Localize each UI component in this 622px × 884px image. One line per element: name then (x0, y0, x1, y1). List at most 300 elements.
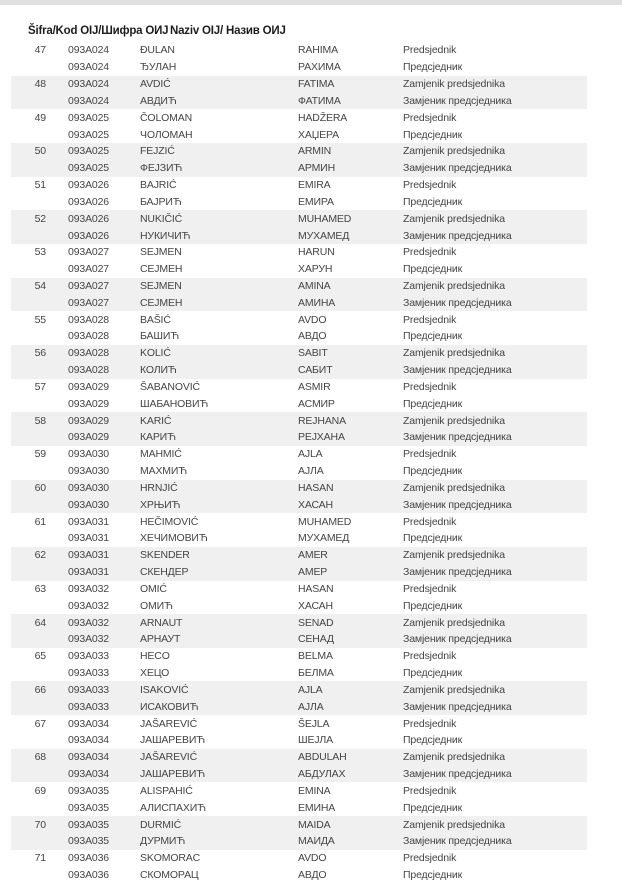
oij-code-cyrillic-row: 093A033 (68, 700, 109, 713)
surname-latin: ALISPAHIĆ (140, 784, 193, 797)
given-name-cyrillic: АЈЛА (298, 465, 324, 478)
oij-code-cyrillic-row: 093A030 (68, 465, 109, 478)
given-name-latin: AJLA (298, 448, 323, 461)
role-cyrillic: Предсједник (403, 465, 463, 478)
row-number: 61 (34, 515, 46, 528)
table-row-pair (11, 311, 587, 345)
row-number: 56 (34, 347, 46, 360)
table-row-latin (11, 715, 587, 732)
table-row-latin (11, 109, 587, 126)
table-row-cyrillic (11, 766, 587, 783)
table-row-cyrillic (11, 631, 587, 648)
table-row-latin (11, 379, 587, 396)
table-row-pair (11, 782, 587, 816)
table-row-latin (11, 480, 587, 497)
table-row-pair (11, 681, 587, 715)
table-row-latin (11, 345, 587, 362)
oij-code-latin-row: 093A026 (68, 212, 109, 225)
table-row-cyrillic (11, 294, 587, 311)
table-row-latin (11, 547, 587, 564)
table-row-pair (11, 42, 587, 76)
table-row-pair (11, 412, 587, 446)
table-row-latin (11, 76, 587, 93)
surname-latin: ĐULAN (140, 44, 175, 57)
row-number: 71 (34, 852, 46, 865)
role-latin: Predsjednik (403, 111, 457, 124)
surname-cyrillic: ДУРМИЋ (140, 835, 186, 848)
row-number: 69 (34, 784, 46, 797)
given-name-cyrillic: ХАРУН (298, 263, 333, 276)
table-row-cyrillic (11, 92, 587, 109)
given-name-cyrillic: ЕМИНА (298, 801, 336, 814)
row-number: 59 (34, 448, 46, 461)
oij-code-latin-row: 093A034 (68, 751, 109, 764)
surname-latin: SEJMEN (140, 280, 182, 292)
oij-code-latin-row: 093A024 (68, 78, 109, 91)
table-row-cyrillic (11, 867, 587, 884)
role-cyrillic: Предсједник (403, 263, 463, 276)
row-number: 53 (34, 246, 46, 259)
table-row-cyrillic (11, 799, 587, 816)
table-row-cyrillic (11, 463, 587, 480)
table-row-latin (11, 581, 587, 598)
given-name-cyrillic: АМЕР (298, 566, 328, 579)
oij-code-cyrillic-row: 093A028 (68, 364, 109, 377)
surname-cyrillic: ЧОЛОМАН (140, 128, 193, 141)
surname-latin: AVDIĆ (140, 78, 171, 91)
given-name-latin: SENAD (298, 616, 334, 629)
table-row-cyrillic (11, 227, 587, 244)
row-number: 67 (34, 717, 46, 730)
row-number: 58 (34, 414, 46, 427)
table-row-cyrillic (11, 429, 587, 446)
given-name-cyrillic: АЈЛА (298, 700, 324, 713)
row-number: 50 (34, 145, 46, 158)
oij-code-latin-row: 093A029 (68, 414, 109, 427)
role-cyrillic: Замјеник предсједника (403, 768, 512, 781)
oij-code-latin-row: 093A028 (68, 313, 109, 326)
surname-cyrillic: ФЕЈЗИЋ (140, 162, 183, 175)
role-latin: Predsjednik (403, 717, 457, 730)
oij-code-cyrillic-row: 093A026 (68, 195, 109, 208)
table-row-latin (11, 446, 587, 463)
role-latin: Zamjenik predsjednika (403, 818, 505, 831)
table-row-pair (11, 244, 587, 278)
surname-cyrillic: ИСАКОВИЋ (140, 700, 199, 713)
given-name-latin: HASAN (298, 582, 334, 595)
oij-code-cyrillic-row: 093A034 (68, 768, 109, 781)
surname-cyrillic: СЕЈМЕН (140, 296, 183, 309)
table-row-pair (11, 446, 587, 480)
oij-code-cyrillic-row: 093A033 (68, 667, 109, 680)
role-latin: Zamjenik predsjednika (403, 616, 505, 629)
table-row-cyrillic (11, 395, 587, 412)
given-name-latin: ASMIR (298, 380, 331, 393)
table-row-cyrillic (11, 530, 587, 547)
row-number: 66 (34, 683, 46, 696)
table-row-pair (11, 76, 587, 110)
surname-latin: ČOLOMAN (140, 111, 193, 124)
given-name-latin: FATIMA (298, 78, 335, 91)
given-name-latin: BELMA (298, 650, 333, 663)
oij-code-latin-row: 093A027 (68, 280, 109, 292)
oij-code-latin-row: 093A030 (68, 448, 109, 461)
given-name-latin: HADŽERA (298, 111, 348, 124)
surname-cyrillic: ХРЊИЋ (140, 498, 181, 511)
given-name-latin: ABDULAH (298, 751, 347, 764)
oij-code-latin-row: 093A029 (68, 380, 109, 393)
surname-latin: ŠABANOVIĆ (140, 380, 200, 393)
role-cyrillic: Замјеник предсједника (403, 162, 512, 175)
table-row-latin (11, 412, 587, 429)
surname-cyrillic: КАРИЋ (140, 431, 176, 444)
table-row-pair (11, 143, 587, 177)
role-cyrillic: Предсједник (403, 599, 463, 612)
surname-latin: JAŠAREVIĆ (140, 717, 197, 730)
oij-code-latin-row: 093A036 (68, 852, 109, 865)
table-row-latin (11, 143, 587, 160)
surname-latin: SEJMEN (140, 246, 182, 259)
table-row-pair (11, 648, 587, 682)
given-name-latin: AVDO (298, 852, 327, 865)
given-name-cyrillic: МАИДА (298, 835, 335, 848)
oij-code-latin-row: 093A027 (68, 246, 109, 259)
given-name-cyrillic: САБИТ (298, 364, 333, 377)
oij-code-latin-row: 093A031 (68, 549, 109, 562)
given-name-cyrillic: ХАСАН (298, 599, 333, 612)
oij-code-latin-row: 093A034 (68, 717, 109, 730)
row-number: 68 (34, 751, 46, 764)
oij-code-latin-row: 093A030 (68, 481, 109, 494)
table-row-cyrillic (11, 564, 587, 581)
surname-cyrillic: АЛИСПАХИЋ (140, 801, 206, 814)
oij-code-cyrillic-row: 093A026 (68, 229, 109, 242)
role-latin: Predsjednik (403, 246, 457, 259)
role-latin: Zamjenik predsjednika (403, 751, 505, 764)
role-cyrillic: Замјеник предсједника (403, 296, 512, 309)
role-latin: Zamjenik predsjednika (403, 414, 505, 427)
oij-code-cyrillic-row: 093A030 (68, 498, 109, 511)
row-number: 47 (34, 44, 46, 57)
table-row-latin (11, 614, 587, 631)
surname-cyrillic: КОЛИЋ (140, 364, 177, 377)
oij-code-latin-row: 093A031 (68, 515, 109, 528)
table-row-pair (11, 177, 587, 211)
role-latin: Predsjednik (403, 582, 457, 595)
role-latin: Zamjenik predsjednika (403, 347, 505, 360)
row-number: 49 (34, 111, 46, 124)
role-cyrillic: Замјеник предсједника (403, 700, 512, 713)
oij-code-cyrillic-row: 093A034 (68, 734, 109, 747)
given-name-latin: RAHIMA (298, 44, 338, 57)
table-row-cyrillic (11, 193, 587, 210)
role-cyrillic: Замјеник предсједника (403, 94, 512, 107)
table-row-cyrillic (11, 597, 587, 614)
surname-latin: HEČIMOVIĆ (140, 515, 199, 528)
oij-code-cyrillic-row: 093A036 (68, 868, 109, 881)
oij-code-latin-row: 093A035 (68, 818, 109, 831)
given-name-latin: EMINA (298, 784, 331, 797)
table-row-pair (11, 513, 587, 547)
given-name-latin: AJLA (298, 683, 323, 696)
role-cyrillic: Замјеник предсједника (403, 229, 512, 242)
table-row-cyrillic (11, 496, 587, 513)
oij-code-latin-row: 093A028 (68, 347, 109, 360)
table-row-latin (11, 513, 587, 530)
row-number: 55 (34, 313, 46, 326)
surname-latin: BAŠIĆ (140, 313, 171, 326)
oij-code-cyrillic-row: 093A027 (68, 263, 109, 276)
given-name-latin: ŠEJLA (298, 717, 330, 730)
table-row-pair (11, 850, 587, 884)
table-row-pair (11, 278, 587, 312)
surname-latin: FEJZIĆ (140, 145, 175, 158)
table-row-pair (11, 210, 587, 244)
row-number: 64 (34, 616, 46, 629)
oij-code-cyrillic-row: 093A029 (68, 431, 109, 444)
row-number: 63 (34, 582, 46, 595)
surname-cyrillic: СКЕНДЕР (140, 566, 189, 579)
role-cyrillic: Замјеник предсједника (403, 498, 512, 511)
given-name-latin: ARMIN (298, 145, 332, 158)
row-number: 70 (34, 818, 46, 831)
given-name-cyrillic: ХАЏЕРА (298, 128, 339, 141)
surname-latin: JAŠAREVIĆ (140, 751, 197, 764)
oij-code-latin-row: 093A032 (68, 582, 109, 595)
given-name-cyrillic: ХАСАН (298, 498, 333, 511)
surname-latin: SKENDER (140, 549, 190, 562)
role-latin: Zamjenik predsjednika (403, 280, 505, 292)
table-row-cyrillic (11, 126, 587, 143)
role-cyrillic: Замјеник предсједника (403, 835, 512, 848)
row-number: 57 (34, 380, 46, 393)
role-cyrillic: Предсједник (403, 801, 463, 814)
surname-cyrillic: БАЈРИЋ (140, 195, 182, 208)
oij-code-cyrillic-row: 093A024 (68, 94, 109, 107)
table-row-pair (11, 816, 587, 850)
table-row-latin (11, 816, 587, 833)
table-row-latin (11, 311, 587, 328)
oij-code-latin-row: 093A033 (68, 650, 109, 663)
given-name-cyrillic: РАХИМА (298, 61, 341, 74)
row-number: 48 (34, 78, 46, 91)
table-row-pair (11, 581, 587, 615)
oij-code-cyrillic-row: 093A031 (68, 566, 109, 579)
header-naziv-oij: Naziv OIJ/ Назив ОИЈ (170, 25, 286, 37)
surname-cyrillic: ХЕЦО (140, 667, 170, 680)
role-latin: Predsjednik (403, 448, 457, 461)
table-row-cyrillic (11, 59, 587, 76)
surname-cyrillic: АРНАУТ (140, 633, 181, 646)
given-name-latin: REJHANA (298, 414, 346, 427)
surname-latin: HECO (140, 650, 170, 663)
row-number: 52 (34, 212, 46, 225)
oij-code-cyrillic-row: 093A024 (68, 61, 109, 74)
surname-cyrillic: НУКИЧИЋ (140, 229, 191, 242)
role-cyrillic: Предсједник (403, 532, 463, 545)
surname-latin: ARNAUT (140, 616, 183, 629)
surname-cyrillic: АВДИЋ (140, 94, 177, 107)
table-row-pair (11, 379, 587, 413)
oij-code-latin-row: 093A026 (68, 179, 109, 192)
given-name-cyrillic: МУХАМЕД (298, 532, 350, 545)
role-latin: Predsjednik (403, 650, 457, 663)
table-row-latin (11, 749, 587, 766)
given-name-latin: MUHAMED (298, 515, 352, 528)
table-row-latin (11, 850, 587, 867)
given-name-latin: HARUN (298, 246, 335, 259)
table-row-latin (11, 278, 587, 295)
row-number: 65 (34, 650, 46, 663)
oij-code-cyrillic-row: 093A032 (68, 599, 109, 612)
table-row-pair (11, 614, 587, 648)
surname-cyrillic: СКОМОРАЦ (140, 868, 199, 881)
surname-cyrillic: ХЕЧИМОВИЋ (140, 532, 208, 545)
given-name-cyrillic: МУХАМЕД (298, 229, 350, 242)
given-name-cyrillic: АСМИР (298, 397, 335, 410)
surname-cyrillic: ШАБАНОВИЋ (140, 397, 209, 410)
oij-code-cyrillic-row: 093A035 (68, 801, 109, 814)
oij-code-latin-row: 093A025 (68, 111, 109, 124)
table-row-latin (11, 782, 587, 799)
oij-code-cyrillic-row: 093A029 (68, 397, 109, 410)
surname-latin: MAHMIĆ (140, 448, 182, 461)
oij-code-cyrillic-row: 093A025 (68, 162, 109, 175)
given-name-cyrillic: БЕЛМА (298, 667, 334, 680)
row-number: 60 (34, 481, 46, 494)
role-latin: Predsjednik (403, 313, 457, 326)
given-name-latin: MAIDA (298, 818, 331, 831)
table-body (0, 42, 622, 883)
given-name-latin: EMIRA (298, 179, 331, 192)
role-latin: Zamjenik predsjednika (403, 212, 505, 225)
table-row-cyrillic (11, 328, 587, 345)
surname-latin: HRNJIĆ (140, 481, 178, 494)
given-name-cyrillic: РЕЈХАНА (298, 431, 345, 444)
table-row-latin (11, 648, 587, 665)
table-row-latin (11, 42, 587, 59)
oij-code-latin-row: 093A032 (68, 616, 109, 629)
role-latin: Zamjenik predsjednika (403, 145, 505, 158)
table-row-pair (11, 715, 587, 749)
role-latin: Predsjednik (403, 852, 457, 865)
oij-code-cyrillic-row: 093A025 (68, 128, 109, 141)
table-row-latin (11, 177, 587, 194)
table-row-pair (11, 345, 587, 379)
role-latin: Predsjednik (403, 179, 457, 192)
given-name-latin: AVDO (298, 313, 327, 326)
role-cyrillic: Предсједник (403, 195, 463, 208)
given-name-cyrillic: ШЕЈЛА (298, 734, 334, 747)
role-latin: Predsjednik (403, 44, 457, 57)
role-latin: Zamjenik predsjednika (403, 683, 505, 696)
surname-latin: KARIĆ (140, 414, 172, 427)
role-cyrillic: Замјеник предсједника (403, 431, 512, 444)
given-name-latin: AMINA (298, 280, 331, 292)
surname-latin: NUKIČIĆ (140, 212, 183, 225)
oij-code-cyrillic-row: 093A027 (68, 296, 109, 309)
oij-code-cyrillic-row: 093A028 (68, 330, 109, 343)
role-latin: Zamjenik predsjednika (403, 549, 505, 562)
given-name-latin: MUHAMED (298, 212, 352, 225)
given-name-latin: HASAN (298, 481, 334, 494)
role-cyrillic: Замјеник предсједника (403, 633, 512, 646)
surname-latin: ISAKOVIĆ (140, 683, 189, 696)
surname-cyrillic: БАШИЋ (140, 330, 180, 343)
given-name-cyrillic: АМИНА (298, 296, 336, 309)
role-latin: Predsjednik (403, 380, 457, 393)
oij-code-cyrillic-row: 093A031 (68, 532, 109, 545)
table-row-cyrillic (11, 362, 587, 379)
surname-cyrillic: МАХМИЋ (140, 465, 188, 478)
given-name-latin: AMER (298, 549, 328, 562)
given-name-cyrillic: ФАТИМА (298, 94, 341, 107)
row-number: 54 (34, 280, 46, 292)
oij-code-latin-row: 093A033 (68, 683, 109, 696)
given-name-cyrillic: ЕМИРА (298, 195, 334, 208)
oij-code-cyrillic-row: 093A032 (68, 633, 109, 646)
table-row-cyrillic (11, 160, 587, 177)
role-cyrillic: Предсједник (403, 330, 463, 343)
surname-cyrillic: СЕЈМЕН (140, 263, 183, 276)
table-row-latin (11, 210, 587, 227)
given-name-latin: SABIT (298, 347, 328, 360)
oij-code-cyrillic-row: 093A035 (68, 835, 109, 848)
table-row-cyrillic (11, 698, 587, 715)
given-name-cyrillic: АБДУЛАХ (298, 768, 346, 781)
row-number: 51 (34, 179, 46, 192)
surname-cyrillic: ЂУЛАН (140, 61, 177, 74)
surname-cyrillic: ЈАШАРЕВИЋ (140, 734, 206, 747)
role-latin: Zamjenik predsjednika (403, 481, 505, 494)
given-name-cyrillic: СЕНАД (298, 633, 334, 646)
table-row-cyrillic (11, 732, 587, 749)
surname-latin: KOLIĆ (140, 347, 171, 360)
surname-latin: OMIĆ (140, 582, 167, 595)
surname-latin: SKOMORAC (140, 852, 201, 865)
table-row-latin (11, 244, 587, 261)
oij-code-latin-row: 093A025 (68, 145, 109, 158)
page-top-divider (0, 0, 622, 5)
oij-code-latin-row: 093A024 (68, 44, 109, 57)
table-header (0, 25, 622, 41)
table-row-pair (11, 547, 587, 581)
role-cyrillic: Предсједник (403, 868, 463, 881)
table-row-cyrillic (11, 261, 587, 278)
role-cyrillic: Предсједник (403, 128, 463, 141)
surname-cyrillic: ОМИЋ (140, 599, 173, 612)
header-sifra-kod-oij: Šifra/Kod OIJ/Шифра ОИЈ (28, 25, 169, 37)
row-number: 62 (34, 549, 46, 562)
table-row-pair (11, 480, 587, 514)
role-cyrillic: Замјеник предсједника (403, 364, 512, 377)
role-latin: Predsjednik (403, 515, 457, 528)
table-row-pair (11, 749, 587, 783)
role-cyrillic: Предсједник (403, 61, 463, 74)
role-cyrillic: Предсједник (403, 734, 463, 747)
table-row-cyrillic (11, 665, 587, 682)
role-latin: Predsjednik (403, 784, 457, 797)
given-name-cyrillic: АВДО (298, 330, 327, 343)
given-name-cyrillic: АВДО (298, 868, 327, 881)
given-name-cyrillic: АРМИН (298, 162, 336, 175)
oij-code-latin-row: 093A035 (68, 784, 109, 797)
table-row-cyrillic (11, 833, 587, 850)
role-cyrillic: Предсједник (403, 667, 463, 680)
role-cyrillic: Замјеник предсједника (403, 566, 512, 579)
table-row-latin (11, 681, 587, 698)
surname-latin: DURMIĆ (140, 818, 182, 831)
